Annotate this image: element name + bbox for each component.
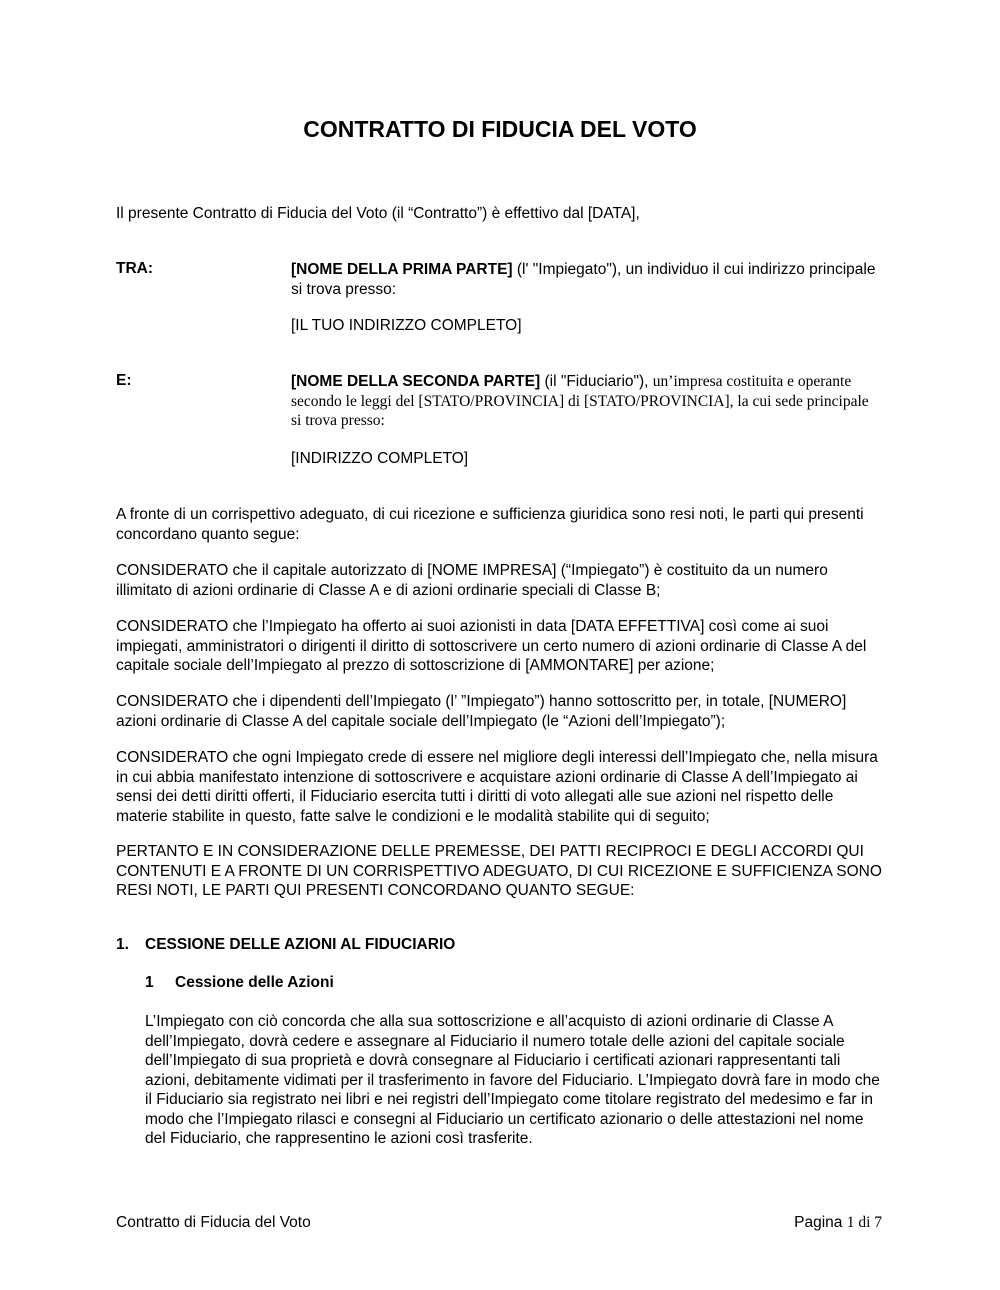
party-first-name: [NOME DELLA PRIMA PARTE] xyxy=(291,261,513,278)
subsection-1-heading: Cessione delle Azioni xyxy=(175,974,334,991)
party-label-e: E: xyxy=(116,372,132,389)
party-second-description: un’impresa costituita e operante secondo le leggi del [STATO/PROVINCIA] di [STATO/PROVINCIA], la cui sede principale si trova presso: xyxy=(291,373,869,429)
party-label-tra: TRA: xyxy=(116,260,154,277)
section-1-heading: CESSIONE DELLE AZIONI AL FIDUCIARIO xyxy=(145,936,456,953)
document-title: CONTRATTO DI FIDUCIA DEL VOTO xyxy=(303,116,697,142)
section-1-number: 1. xyxy=(116,936,129,953)
intro-paragraph: Il presente Contratto di Fiducia del Voto (il “Contratto”) è effettivo dal [DATA], xyxy=(116,205,640,222)
party-second-address: [INDIRIZZO COMPLETO] xyxy=(291,450,469,467)
party-first xyxy=(291,260,881,299)
subsection-1-number: 1 xyxy=(145,974,154,991)
subsection-1-body: L’Impiegato con ciò concorda che alla sua sottoscrizione e all’acquisto di azioni ordinarie di Classe A dell’Impiegato, dovrà cedere e assegnare al Fiduciario il numero totale delle azioni del capitale sociale dell’Impiegato di sua proprietà e dovrà consegnare al Fiduciario i certificati azionari rappresentanti tali azioni, debitamente vidimati per il trasferimento in favore del Fiduciario. L’Impiegato dovrà fare in modo che il Fiduciario sia registrato nei libri e nei registri dell’Impiegato come titolare registrato del medesimo e far in modo che l’Impiegato rilasci e consegni al Fiduciario un certificato azionario o delle attestazioni nel nome del Fiduciario, che rappresentino le azioni così trasferite. xyxy=(145,1013,880,1147)
party-first-address: [IL TUO INDIRIZZO COMPLETO] xyxy=(291,317,522,334)
whereas-paragraph-2: CONSIDERATO che l’Impiegato ha offerto ai suoi azionisti in data [DATA EFFETTIVA] così come ai suoi impiegati, amministratori o dirigenti il diritto di sottoscrivere un certo numero di azioni ordinarie di Classe A del capitale sociale dell’Impiegato al prezzo di sottoscrizione di [AMMONTARE] per azione; xyxy=(116,618,867,674)
whereas-paragraph-1: CONSIDERATO che il capitale autorizzato di [NOME IMPRESA] (“Impiegato”) è costituito da un numero illimitato di azioni ordinarie di Classe A e di azioni ordinarie speciali di Classe B; xyxy=(116,562,828,599)
party-second-role: (il "Fiduciario"), xyxy=(540,373,653,390)
party-first-description: (l' "Impiegato"), un individuo il cui indirizzo principale si trova presso: xyxy=(291,261,876,298)
party-second-name: [NOME DELLA SECONDA PARTE] xyxy=(291,373,541,390)
page-footer xyxy=(116,1214,882,1232)
page-number: Pagina 1 di 7 xyxy=(794,1214,882,1231)
consideration-paragraph: A fronte di un corrispettivo adeguato, di cui ricezione e sufficienza giuridica sono resi noti, le parti qui presenti concordano quanto segue: xyxy=(116,506,864,543)
whereas-paragraph-4: CONSIDERATO che ogni Impiegato crede di essere nel migliore degli interessi dell’Impiegato che, nella misura in cui abbia manifestato intenzione di sottoscrivere e acquistare azioni ordinarie di Classe A dell’Impiegato ai sensi dei detti diritti offerti, il Fiduciario esercita tutti i diritti di voto allegati alle sue azioni nel rispetto delle materie stabilite in questo, fatte salve le condizioni e le modalità stabilite qui di seguito; xyxy=(116,749,878,825)
party-second xyxy=(291,372,881,431)
footer-document-title: Contratto di Fiducia del Voto xyxy=(116,1214,311,1231)
whereas-paragraph-3: CONSIDERATO che i dipendenti dell’Impiegato (l’ ”Impiegato”) hanno sottoscritto per, in totale, [NUMERO] azioni ordinarie di Classe A del capitale sociale dell’Impiegato (le “Azioni dell’Impiegato”); xyxy=(116,693,847,730)
therefore-paragraph: PERTANTO E IN CONSIDERAZIONE DELLE PREMESSE, DEI PATTI RECIPROCI E DEGLI ACCORDI QUI CONTENUTI E A FRONTE DI UN CORRISPETTIVO ADEGUATO, DI CUI RICEZIONE E SUFFICIENZA SONO RESI NOTI, LE PARTI QUI PRESENTI CONCORDANO QUANTO SEGUE: xyxy=(116,843,882,899)
